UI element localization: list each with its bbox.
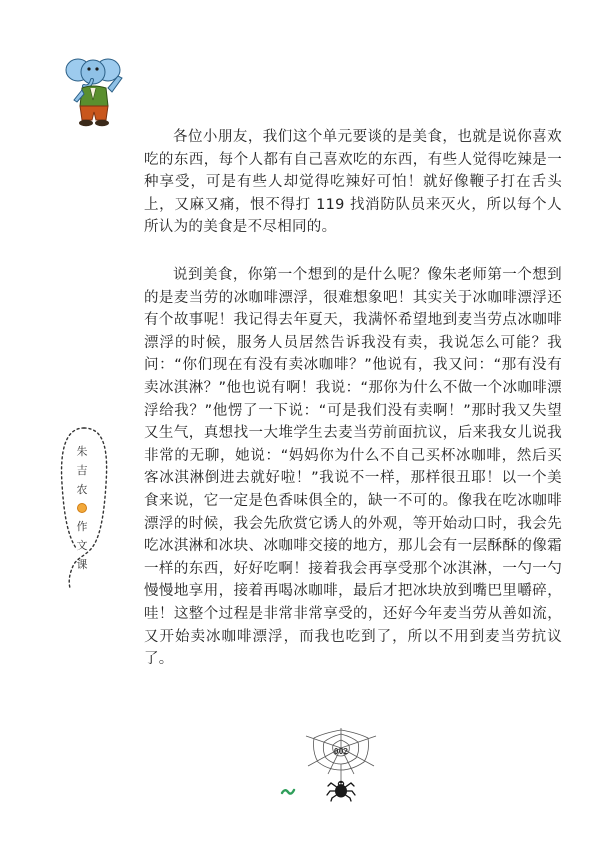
author-char: 文 <box>76 539 88 552</box>
author-char: 农 <box>76 483 88 496</box>
intro-paragraph: 各位小朋友，我们这个单元要谈的是美食，也就是说你喜欢吃的东西，每个人都有自己喜欢吃的东西，有些人觉得吃辣是一种享受，可是有些人却觉得吃辣好可怕！就好像鞭子打在舌头上，又麻又痛，恨不得打 119 找消防队员来灭火，所以每个人所认为的美食是不尽相同的。 <box>144 129 562 236</box>
page-number: 002 <box>333 747 349 756</box>
worm-icon <box>280 786 296 796</box>
orange-dot-icon <box>77 503 87 513</box>
author-char: 课 <box>76 558 88 571</box>
elephant-mascot-icon <box>62 52 128 128</box>
author-char: 作 <box>76 520 88 533</box>
story-paragraph: 说到美食，你第一个想到的是什么呢？像朱老师第一个想到的是麦当劳的冰咖啡漂浮，很难想象吧！其实关于冰咖啡漂浮还有个故事呢！我记得去年夏天，我满怀希望地到麦当劳点冰咖啡漂浮的时候，服务人员居然告诉我没有卖，我说怎么可能？我问：“你们现在有没有卖冰咖啡？”他说有，我又问：“那有没有卖冰淇淋？”他也说有啊！我说：“那你为什么不做一个冰咖啡漂浮给我？”他愣了一下说：“可是我们没有卖啊！”那时我又失望又生气，真想找一大堆学生去麦当劳前面抗议，后来我女儿说我非常的无聊，她说：“妈妈你为什么不自己买杯冰咖啡，然后买客冰淇淋倒进去就好啦！”我说不一样，那样很丑耶！以一个美食来说，它一定是色香味俱全的，缺一不可的。像我在吃冰咖啡漂浮的时候，我会先欣赏它诱人的外观，等开始动口时，我会先吃冰淇淋和冰块、冰咖啡交接的地方，那儿会有一层酥酥的像霜一样的东西，好好吃啊！接着我会再享受那个冰淇淋，一勺一勺慢慢地享用，接着再喝冰咖啡，最后才把冰块放到嘴巴里嚼碎，哇！这整个过程是非常非常享受的，还好今年麦当劳从善如流，又开始卖冰咖啡漂浮，而我也吃到了，所以不用到麦当劳抗议了。 <box>144 267 562 668</box>
author-char: 吉 <box>76 464 88 477</box>
spider-icon <box>326 776 356 802</box>
author-label <box>72 442 92 574</box>
author-char: 朱 <box>76 445 88 458</box>
